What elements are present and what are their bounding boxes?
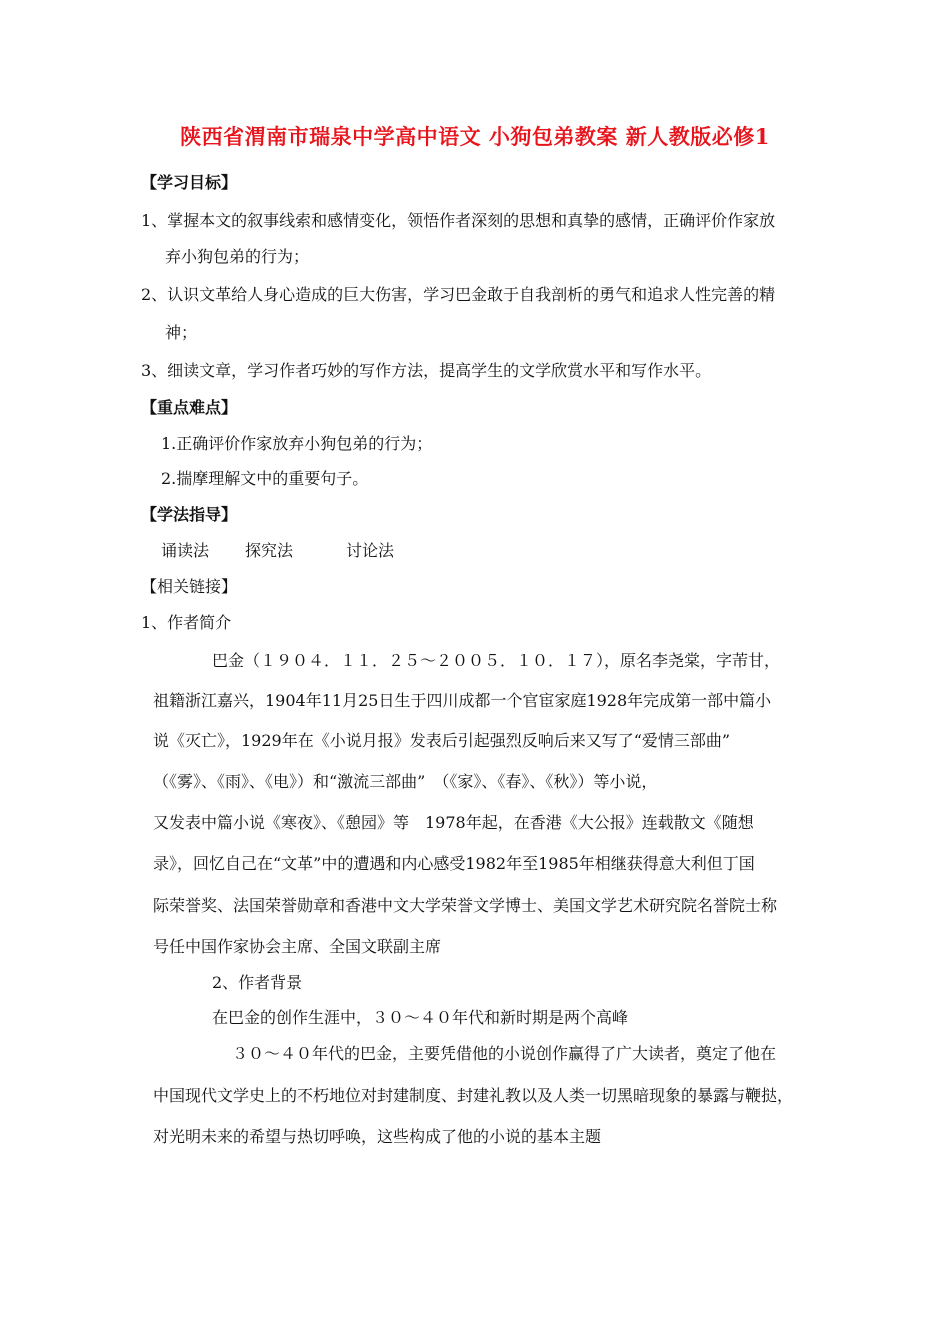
author-intro-line-4: （《雾》、《雨》、《电》）和“激流三部曲” （《家》、《春》、《秋》）等小说， [153,772,658,791]
goal-line-3: 2、认识文革给人身心造成的巨大伤害，学习巴金敢于自我剖析的勇气和追求人性完善的精 [141,285,776,304]
method-item-2: 探究法 [245,541,294,560]
key-heading: 【重点难点】 [141,398,238,417]
author-intro-line-5: 又发表中篇小说《寒夜》、《憩园》等 1978年起，在香港《大公报》连载散文《随想 [153,813,754,832]
background-line-3: 中国现代文学史上的不朽地位对封建制度、封建礼教以及人类一切黑暗现象的暴露与鞭挞， [153,1086,794,1105]
goal-line-2: 弃小狗包弟的行为； [165,247,310,266]
goal-line-1: 1、掌握本文的叙事线索和感情变化，领悟作者深刻的思想和真挚的感情，正确评价作家放 [141,211,776,230]
author-intro-line-8: 号任中国作家协会主席、全国文联副主席 [153,937,442,956]
goals-heading: 【学习目标】 [141,173,238,192]
background-line-4: 对光明未来的希望与热切呼唤，这些构成了他的小说的基本主题 [153,1127,602,1146]
key-point-1: 1.正确评价作家放弃小狗包弟的行为； [161,434,433,453]
links-heading: 【相关链接】 [141,577,238,596]
author-intro-line-6: 录》，回忆自己在“文革”中的遭遇和内心感受1982年至1985年相继获得意大利但丁国 [153,854,755,873]
background-line-2: ３０～４０年代的巴金，主要凭借他的小说创作赢得了广大读者，奠定了他在 [232,1044,777,1063]
author-intro-line-3: 说《灭亡》，1929年在《小说月报》发表后引起强烈反响后来又写了“爱情三部曲” [153,731,731,750]
goal-line-5: 3、细读文章，学习作者巧妙的写作方法，提高学生的文学欣赏水平和写作水平。 [141,361,712,380]
document-title: 陕西省渭南市瑞泉中学高中语文 小狗包弟教案 新人教版必修1 [180,124,770,149]
method-item-3: 讨论法 [346,541,395,560]
author-intro-line-1: 巴金（１９０４．１１．２５～２００５．１０．１７），原名李尧棠，字芾甘， [212,651,781,670]
goal-line-4: 神； [165,323,198,342]
author-intro-line-2: 祖籍浙江嘉兴，1904年11月25日生于四川成都一个官宦家庭1928年完成第一部中篇小 [153,691,772,710]
author-intro-label: 1、作者简介 [141,613,232,632]
author-intro-line-7: 际荣誉奖、法国荣誉勋章和香港中文大学荣誉文学博士、美国文学艺术研究院名誉院士称 [153,896,778,915]
background-line-1: 在巴金的创作生涯中，３０～４０年代和新时期是两个高峰 [212,1008,629,1027]
method-item-1: 诵读法 [161,541,210,560]
method-heading: 【学法指导】 [141,505,238,524]
key-point-2: 2.揣摩理解文中的重要句子。 [161,469,369,488]
background-label: 2、作者背景 [212,973,303,992]
